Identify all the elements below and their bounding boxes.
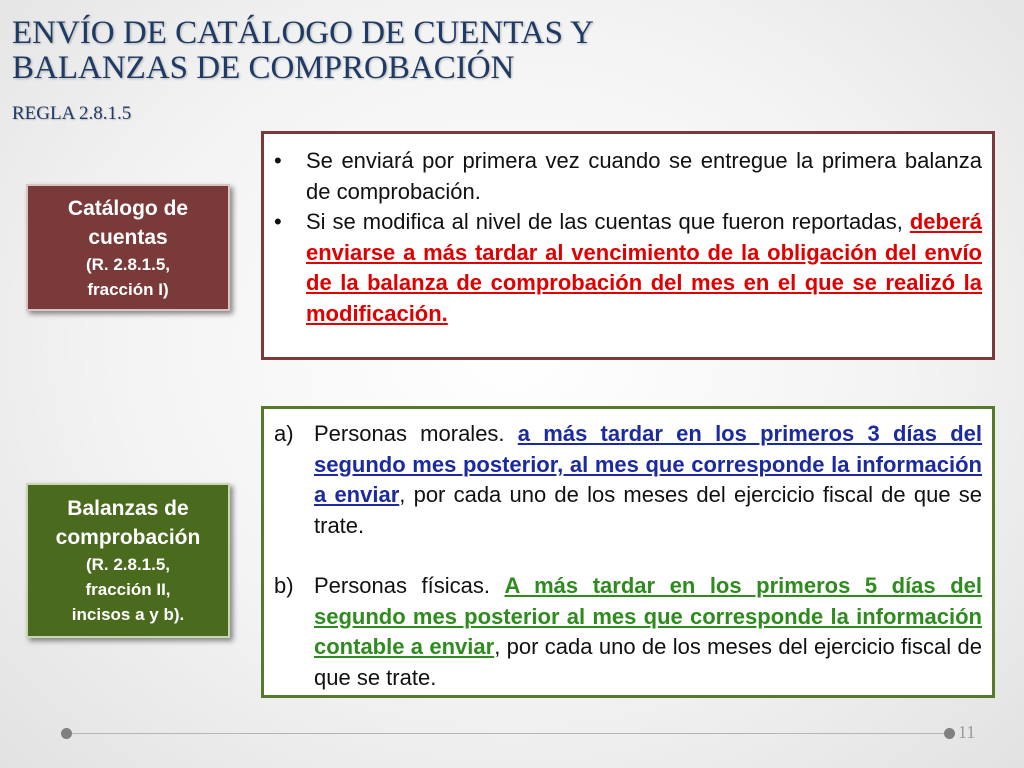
balanzas-ref-line-2: fracción II, bbox=[85, 580, 171, 599]
item-suffix: , por cada uno de los meses del ejercicio fiscal de que se trate. bbox=[314, 634, 982, 690]
catalogo-bullet-list bbox=[264, 146, 982, 329]
bullet-mark: • bbox=[274, 148, 282, 173]
list-item bbox=[264, 146, 982, 207]
catalogo-ref-line-2: fracción I) bbox=[87, 279, 169, 299]
balanzas-ref-line-1: (R. 2.8.1.5, bbox=[85, 555, 171, 574]
balanzas-item-list bbox=[264, 419, 982, 693]
slide-title bbox=[12, 16, 594, 86]
balanzas-content-panel bbox=[261, 406, 995, 698]
list-item bbox=[264, 207, 982, 329]
item-mark: a) bbox=[274, 421, 294, 446]
page-number: 11 bbox=[958, 722, 976, 742]
bullet-text: Si se modifica al nivel de las cuentas que fueron reportadas, bbox=[306, 209, 910, 234]
bullet-text: Se enviará por primera vez cuando se entregue la primera balanza de comprobación. bbox=[306, 148, 982, 204]
title-line-2: BALANZAS DE COMPROBACIÓN bbox=[12, 50, 515, 86]
item-suffix: , por cada uno de los meses del ejercicio fiscal de que se trate. bbox=[314, 482, 982, 538]
catalogo-ref-line-1: (R. 2.8.1.5, bbox=[85, 254, 171, 274]
catalogo-label-line-1: Catálogo de bbox=[67, 196, 189, 220]
slide-subtitle: REGLA 2.8.1.5 bbox=[12, 103, 132, 124]
footer-dot-left bbox=[61, 728, 72, 739]
bullet-mark: • bbox=[274, 209, 282, 234]
balanzas-label-line-2: comprobación bbox=[55, 526, 201, 549]
catalogo-label-line-2: cuentas bbox=[88, 225, 168, 249]
list-item bbox=[264, 419, 982, 541]
list-item bbox=[264, 571, 982, 693]
item-mark: b) bbox=[274, 573, 294, 598]
footer-divider bbox=[66, 733, 954, 734]
title-line-1: ENVÍO DE CATÁLOGO DE CUENTAS Y bbox=[12, 15, 594, 51]
balanzas-label-box bbox=[26, 483, 230, 638]
catalogo-label-box bbox=[26, 184, 230, 311]
catalogo-content-panel bbox=[261, 131, 995, 360]
balanzas-label-line-1: Balanzas de bbox=[67, 497, 189, 520]
item-highlight: a más tardar en los primeros 3 días del segundo mes posterior, al mes que corresponde la información a enviar bbox=[314, 421, 983, 507]
footer-dot-right bbox=[944, 728, 955, 739]
balanzas-ref-line-3: incisos a y b). bbox=[71, 605, 185, 624]
bullet-highlight: deberá enviarse a más tardar al vencimiento de la obligación del envío de la balanza de comprobación del mes en el que se realizó la modificación. bbox=[306, 209, 982, 326]
item-highlight: A más tardar en los primeros 5 días del segundo mes posterior al mes que corresponde la información contable a enviar bbox=[314, 573, 982, 659]
item-prefix: Personas morales. bbox=[314, 421, 518, 446]
item-prefix: Personas físicas. bbox=[314, 573, 505, 598]
